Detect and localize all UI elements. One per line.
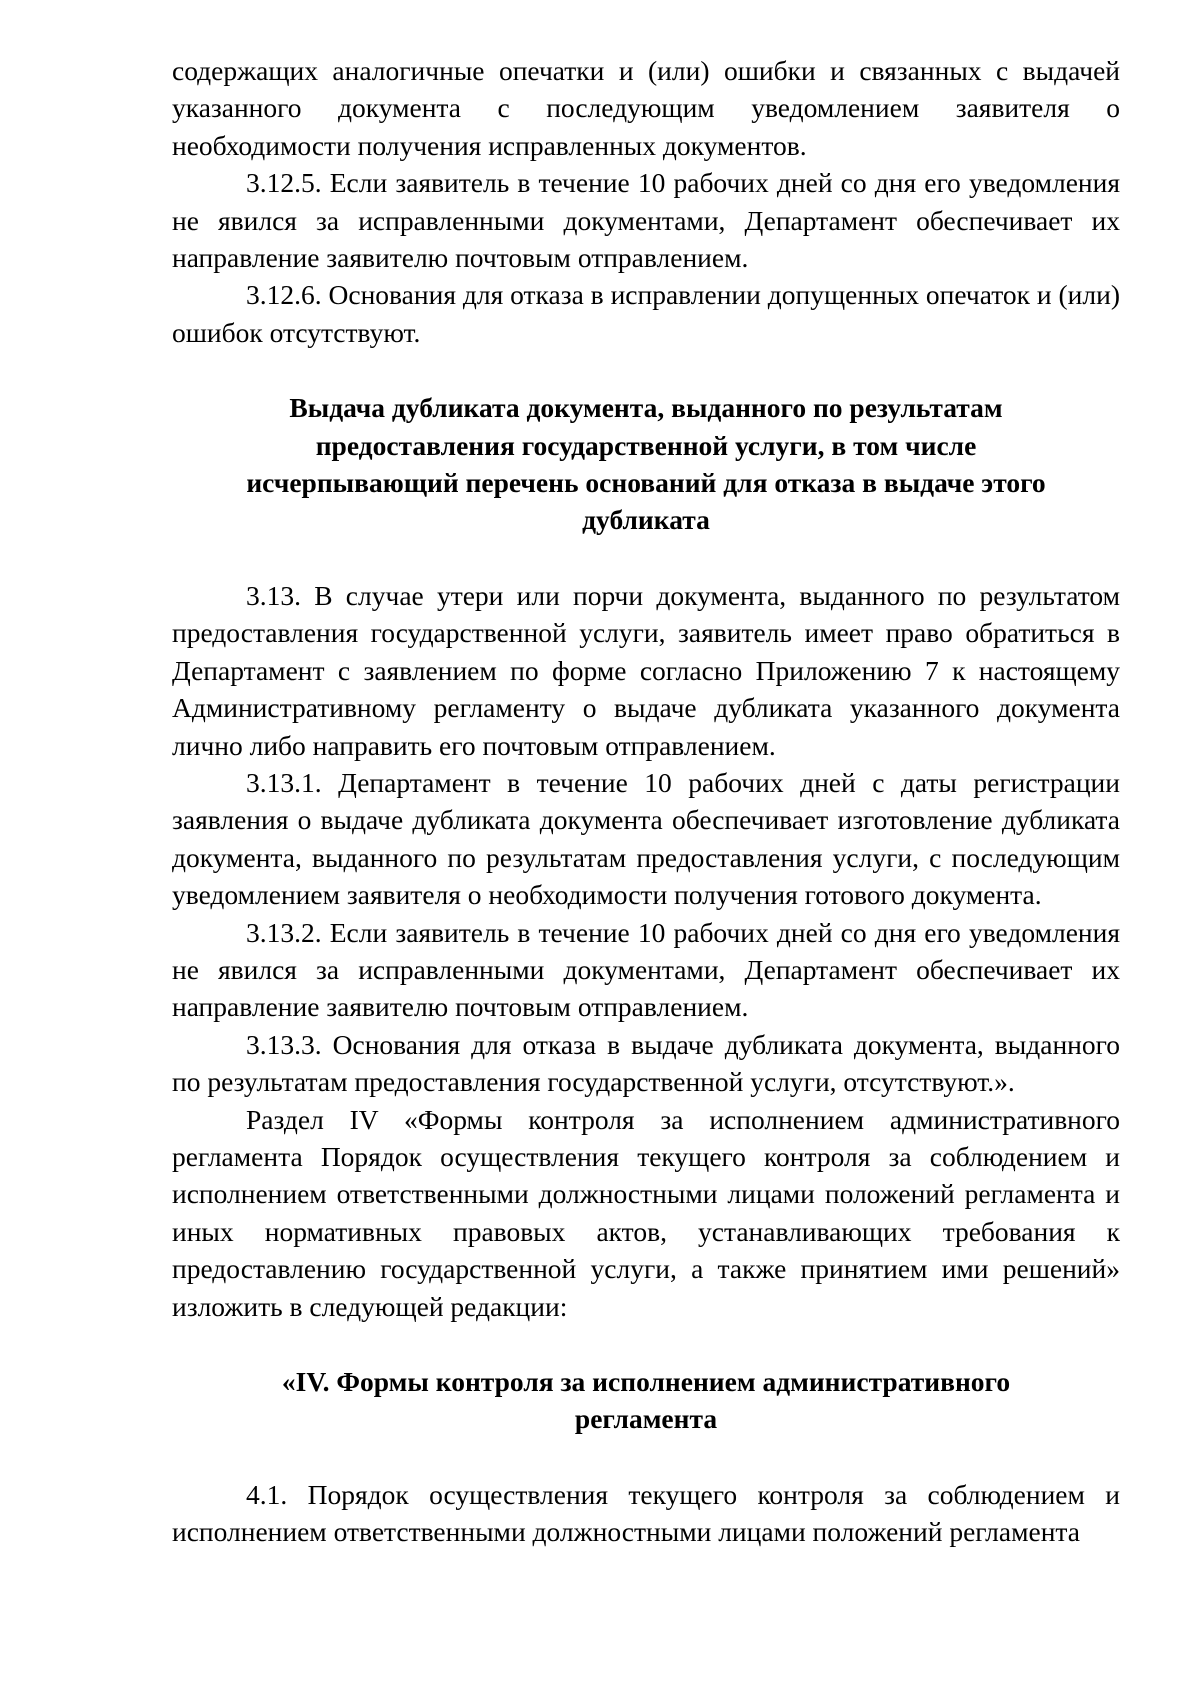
document-page xyxy=(172,52,1120,1551)
heading-line: «IV. Формы контроля за исполнением административного xyxy=(281,1366,1011,1397)
heading-line: регламента xyxy=(574,1403,718,1435)
paragraph-section-iv-amendment: Раздел IV «Формы контроля за исполнением административного регламента Порядок осуществления текущего контроля за соблюдением и исполнением ответственными должностными лицами положений регламента и иных нормативных правовых актов, устанавливающих требования к предоставлению государственной услуги, а также принятием ими решений» изложить в следующей редакции: xyxy=(172,1103,1120,1322)
paragraph-continuation: содержащих аналогичные опечатки и (или) ошибки и связанных с выдачей указанного документа с последующим уведомлением заявителя о необходимости получения исправленных документов. xyxy=(172,55,1120,161)
heading-line: предоставления государственной услуги, в том числе xyxy=(315,429,977,461)
paragraph-3-13-1: 3.13.1. Департамент в течение 10 рабочих дней с даты регистрации заявления о выдаче дубликата документа обеспечивает изготовление дубликата документа, выданного по результатам предоставления услуги, с последующим уведомлением заявителя о необходимости получения готового документа. xyxy=(172,766,1120,911)
heading-line: Выдача дубликата документа, выданного по результатам xyxy=(289,392,1003,424)
paragraph-3-13: 3.13. В случае утери или порчи документа, выданного по результатом предоставления государственной услуги, заявитель имеет право обратиться в Департамент с заявлением по форме согласно Приложению 7 к настоящему Административному регламенту о выдаче дубликата указанного документа лично либо направить его почтовым отправлением. xyxy=(172,579,1120,761)
paragraph-3-13-2: 3.13.2. Если заявитель в течение 10 рабочих дней со дня его уведомления не явился за исправленными документами, Департамент обеспечивает их направление заявителю почтовым отправлением. xyxy=(172,916,1120,1023)
section-heading-duplicate xyxy=(172,389,1120,539)
paragraph-3-12-6: 3.12.6. Основания для отказа в исправлении допущенных опечаток и (или) ошибок отсутствуют. xyxy=(172,279,1120,348)
paragraph-4-1: 4.1. Порядок осуществления текущего контроля за соблюдением и исполнением ответственными должностными лицами положений регламента xyxy=(172,1478,1120,1548)
heading-line: дубликата xyxy=(582,504,710,536)
paragraph-3-13-3: 3.13.3. Основания для отказа в выдаче дубликата документа, выданного по результатам предоставления государственной услуги, отсутствуют.». xyxy=(172,1028,1120,1098)
section-heading-iv xyxy=(172,1363,1120,1438)
heading-line: исчерпывающий перечень оснований для отказа в выдаче этого xyxy=(246,467,1046,499)
paragraph-3-12-5: 3.12.5. Если заявитель в течение 10 рабочих дней со дня его уведомления не явился за исправленными документами, Департамент обеспечивает их направление заявителю почтовым отправлением. xyxy=(172,167,1120,274)
